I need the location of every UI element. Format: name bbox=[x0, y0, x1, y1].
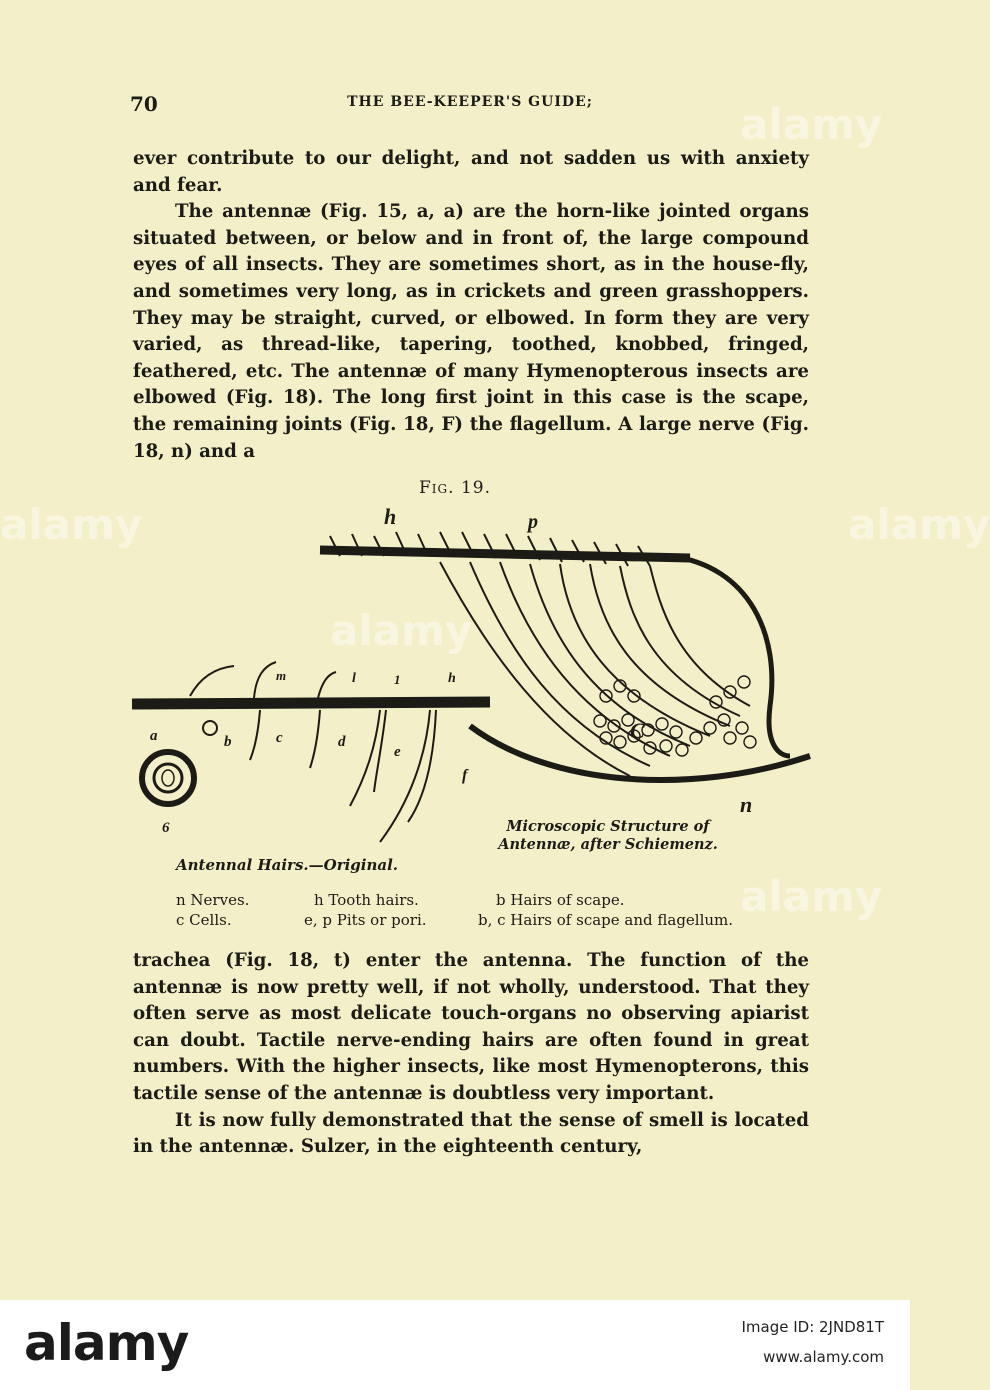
body-text-bottom bbox=[133, 948, 809, 1161]
nerve-fibres bbox=[440, 562, 750, 776]
legend-item: b Hairs of scape. bbox=[496, 891, 625, 909]
figure-caption-left: Antennal Hairs.—Original. bbox=[176, 856, 399, 874]
legend-item: b, c Hairs of scape and flagellum. bbox=[478, 911, 734, 929]
legend-item: h Tooth hairs. bbox=[314, 891, 419, 909]
image-id: Image ID: 2JND81T bbox=[741, 1318, 884, 1336]
page-header bbox=[130, 92, 810, 122]
label-l: l bbox=[352, 671, 356, 686]
stock-footer bbox=[0, 1300, 910, 1390]
cell-cluster bbox=[594, 676, 756, 756]
hair-band bbox=[132, 702, 490, 704]
antenna-illustration bbox=[130, 506, 810, 866]
label-p-top: p bbox=[528, 511, 538, 533]
legend-item: c Cells. bbox=[176, 911, 232, 929]
hair-e bbox=[350, 710, 386, 806]
running-head: THE BEE-KEEPER'S GUIDE; bbox=[347, 94, 593, 110]
legend-item: e, p Pits or pori. bbox=[304, 911, 427, 929]
figure-caption-right: Microscopic Structure of Antennæ, after Schiemenz. bbox=[498, 818, 718, 853]
watermark: alamy bbox=[740, 872, 883, 921]
page-number: 70 bbox=[130, 92, 158, 116]
legend-item: n Nerves. bbox=[176, 891, 250, 909]
cuticle-band bbox=[320, 550, 690, 558]
hair-c bbox=[250, 662, 276, 760]
label-c: c bbox=[276, 730, 283, 746]
label-h-top: h bbox=[384, 504, 397, 529]
label-m: m bbox=[276, 668, 287, 683]
pit-b bbox=[203, 721, 217, 735]
paragraph: trachea (Fig. 18, t) enter the antenna. The function of the antennæ is now pretty well, if not wholly, understood. That they often serve as most delicate touch-organs no observing apiarist can doubt. Tactile nerve-ending hairs are often found in great numbers. With the higher insects, like most Hymenopterons, this tactile sense of the antennæ is doubtless very important. bbox=[133, 950, 809, 1104]
label-one: 1 bbox=[394, 672, 401, 687]
body-text-top bbox=[133, 146, 809, 465]
label-a: a bbox=[150, 728, 158, 744]
label-n: n bbox=[740, 792, 753, 817]
site-url[interactable]: www.alamy.com bbox=[763, 1348, 884, 1366]
watermark: alamy bbox=[330, 606, 473, 655]
label-f: f bbox=[462, 767, 468, 784]
label-b: b bbox=[224, 734, 232, 750]
hair-b bbox=[190, 666, 234, 696]
label-c-big: C bbox=[630, 718, 645, 743]
label-d: d bbox=[338, 734, 346, 750]
paragraph: ever contribute to our delight, and not sadden us with anxiety and fear. bbox=[133, 148, 809, 196]
figure-title: Fig. 19. bbox=[419, 478, 491, 498]
hair-d bbox=[310, 672, 336, 768]
label-h-small: h bbox=[448, 671, 456, 686]
watermark: alamy bbox=[0, 500, 143, 549]
ring-section bbox=[142, 752, 194, 804]
paragraph: The antennæ (Fig. 15, a, a) are the horn-like jointed organs situated between, or below and in front of, the large compound eyes of all insects. They are sometimes short, as in the house-fly, and sometimes very long, as in crickets and green grasshoppers. They may be straight, curved, or elbowed. In form they are very varied, as thread-like, tapering, toothed, knobbed, fringed, feathered, etc. The antennæ of many Hymenopterous insects are elbowed (Fig. 18). The long first joint in this case is the scape, the remaining joints (Fig. 18, F) the flagellum. A large nerve (Fig. 18, n) and a bbox=[133, 201, 809, 462]
watermark: alamy bbox=[848, 500, 990, 549]
hair-f bbox=[380, 710, 436, 842]
label-six: 6 bbox=[162, 820, 170, 836]
watermark: alamy bbox=[740, 100, 883, 149]
label-e: e bbox=[394, 744, 401, 760]
alamy-logo: alamy bbox=[24, 1314, 189, 1372]
paragraph: It is now fully demonstrated that the sense of smell is located in the antennæ. Sulzer, in the eighteenth century, bbox=[133, 1109, 809, 1158]
